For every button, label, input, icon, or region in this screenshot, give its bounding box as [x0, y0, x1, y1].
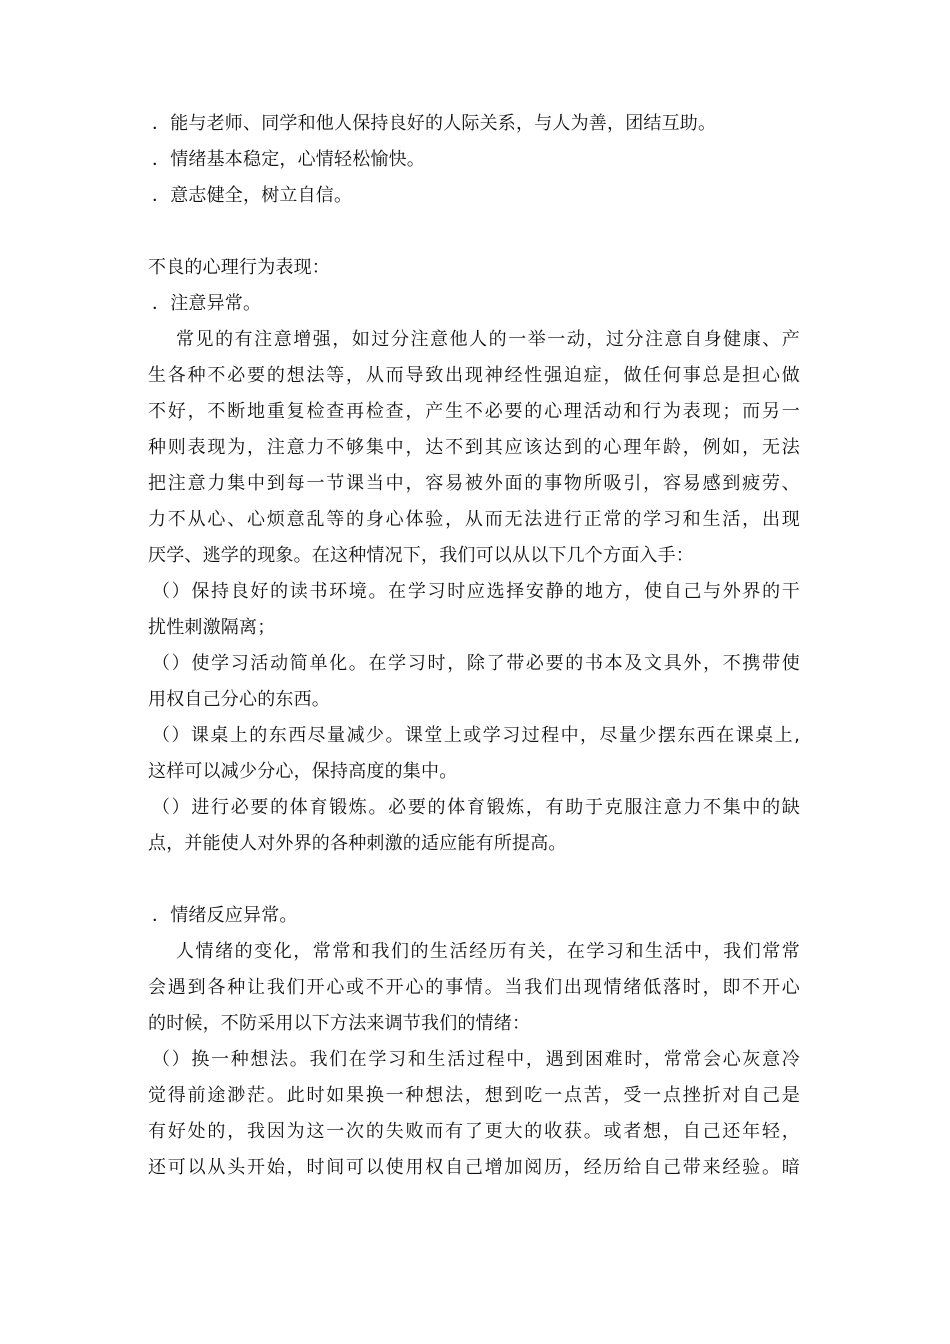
- good-list-item-1: ．能与老师、同学和他人保持良好的人际关系，与人为善，团结互助。: [152, 113, 717, 134]
- emotion-title: ．情绪反应异常。: [152, 905, 298, 926]
- emotion-para-line-1: 人情绪的变化，常常和我们的生活经历有关，在学习和生活中，我们常常: [176, 941, 800, 962]
- good-list-item-2: ．情绪基本稳定，心情轻松愉快。: [152, 149, 425, 170]
- document-page: [148, 106, 800, 1186]
- bad-behavior-heading: 不良的心理行为表现：: [148, 257, 330, 278]
- attention-item-2-line-1: （）使学习活动简单化。在学习时，除了带必要的书本及文具外，不携带使: [152, 653, 800, 674]
- attention-title: ．注意异常。: [152, 293, 262, 314]
- attention-para-line-4: 种则表现为，注意力不够集中，达不到其应该达到的心理年龄，例如，无法: [148, 437, 800, 458]
- attention-para-line-5: 把注意力集中到每一节课当中，容易被外面的事物所吸引，容易感到疲劳、: [148, 473, 800, 494]
- attention-item-1-line-2: 扰性刺激隔离；: [148, 617, 276, 638]
- attention-para-line-2: 生各种不必要的想法等，从而导致出现神经性强迫症，做任何事总是担心做: [148, 365, 800, 386]
- emotion-item-line-4: 还可以从头开始，时间可以使用权自己增加阅历，经历给自己带来经验。暗: [148, 1157, 800, 1178]
- attention-para-line-3: 不好，不断地重复检查再检查，产生不必要的心理活动和行为表现；而另一: [148, 401, 800, 422]
- emotion-item-line-3: 有好处的，我因为这一次的失败而有了更大的收获。或者想，自己还年轻，: [148, 1121, 800, 1142]
- attention-item-4-line-2: 点，并能使人对外界的各种刺激的适应能有所提高。: [148, 833, 567, 854]
- attention-item-3-line-2: 这样可以减少分心，保持高度的集中。: [148, 761, 458, 782]
- attention-item-2-line-2: 用权自己分心的东西。: [148, 689, 330, 710]
- emotion-para-line-2: 会遇到各种让我们开心或不开心的事情。当我们出现情绪低落时，即不开心: [148, 977, 800, 998]
- emotion-item-line-2: 觉得前途渺茫。此时如果换一种想法，想到吃一点苦，受一点挫折对自己是: [148, 1085, 800, 1106]
- emotion-para-line-3: 的时候，不防采用以下方法来调节我们的情绪：: [148, 1013, 531, 1034]
- attention-para-line-7: 厌学、逃学的现象。在这种情况下，我们可以从以下几个方面入手：: [148, 545, 694, 566]
- attention-para-line-1: 常见的有注意增强，如过分注意他人的一举一动，过分注意自身健康、产: [176, 329, 800, 350]
- attention-item-4-line-1: （）进行必要的体育锻炼。必要的体育锻炼，有助于克服注意力不集中的缺: [152, 797, 800, 818]
- attention-item-1-line-1: （）保持良好的读书环境。在学习时应选择安静的地方，使自己与外界的干: [152, 581, 800, 602]
- good-list-item-3: ．意志健全，树立自信。: [152, 185, 353, 206]
- section-gap: [148, 862, 800, 898]
- emotion-item-line-1: （）换一种想法。我们在学习和生活过程中，遇到困难时，常常会心灰意冷: [152, 1049, 800, 1070]
- attention-para-line-6: 力不从心、心烦意乱等的身心体验，从而无法进行正常的学习和生活，出现: [148, 509, 800, 530]
- section-gap: [148, 214, 800, 250]
- attention-item-3-line-1: （）课桌上的东西尽量减少。课堂上或学习过程中，尽量少摆东西在课桌上,: [152, 725, 800, 746]
